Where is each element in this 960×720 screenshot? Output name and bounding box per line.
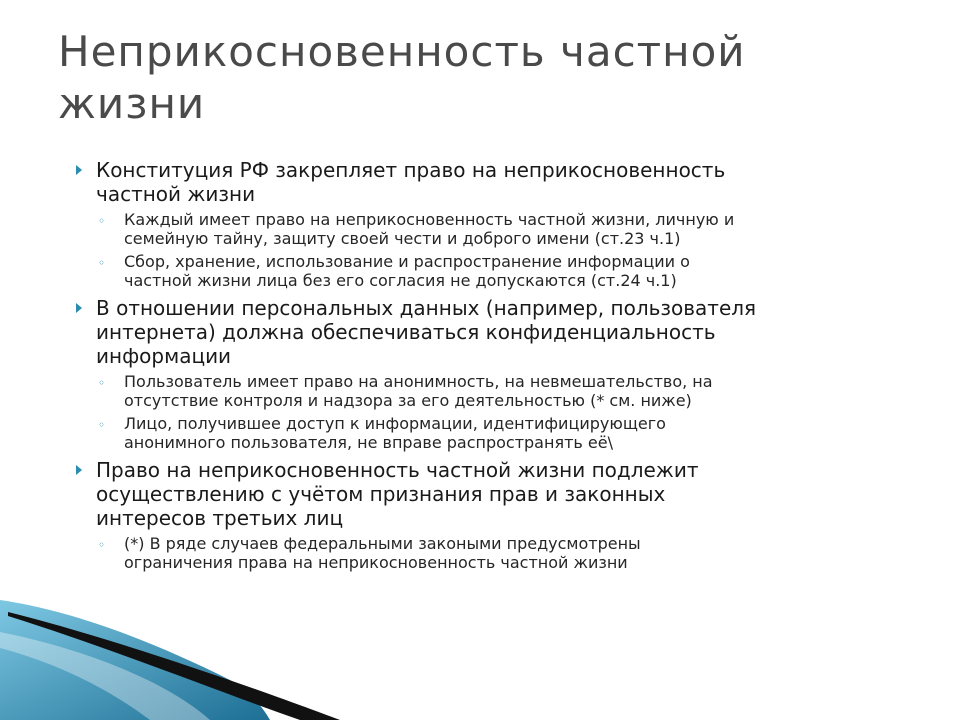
bullet-text-line: интернета) должна обеспечиваться конфиденциальность <box>96 320 716 344</box>
sub-bullet-text-line: Пользователь имеет право на анонимность, на невмешательство, на <box>124 372 713 391</box>
ring-bullet-icon: ◦ <box>98 376 106 390</box>
slide-title <box>58 26 918 130</box>
sub-bullet-text-line: анонимного пользователя, не вправе распространять её\ <box>124 433 613 452</box>
bullet-text-line: Право на неприкосновенность частной жизни подлежит <box>96 458 699 482</box>
slide-title-line: жизни <box>58 79 206 128</box>
sub-bullet-anonymity <box>76 372 876 410</box>
sub-bullet-text-line: частной жизни лица без его согласия не допускаются (ст.24 ч.1) <box>124 271 677 290</box>
bullet-text-line: информации <box>96 344 232 368</box>
sub-bullet-disclosure <box>76 414 876 452</box>
arrow-bullet-icon <box>76 465 82 475</box>
sub-bullet-text-line: (*) В ряде случаев федеральными закоными предусмотрены <box>124 534 641 553</box>
bullet-text-line: Конституция РФ закрепляет право на неприкосновенность <box>96 158 726 182</box>
bullet-text-line: интересов третьих лиц <box>96 506 344 530</box>
sub-bullet-list <box>76 372 876 452</box>
sub-bullet-list <box>76 210 876 290</box>
sub-bullet-text-line: семейную тайну, защиту своей чести и доброго имени (ст.23 ч.1) <box>124 229 681 248</box>
bullet-text-line: осуществлению с учётом признания прав и законных <box>96 482 666 506</box>
ring-bullet-icon: ◦ <box>98 538 106 552</box>
sub-bullet-article-24 <box>76 252 876 290</box>
bullet-text-line: частной жизни <box>96 182 256 206</box>
sub-bullet-text-line: Каждый имеет право на неприкосновенность частной жизни, личную и <box>124 210 735 229</box>
slide-title-line: Неприкосновенность частной <box>58 27 746 76</box>
bullet-list <box>76 158 876 578</box>
sub-bullet-text-line: отсутствие контроля и надзора за его деятельностью (* см. ниже) <box>124 391 692 410</box>
arrow-bullet-icon <box>76 303 82 313</box>
sub-bullet-text-line: ограничения права на неприкосновенность частной жизни <box>124 553 628 572</box>
bullet-constitution <box>76 158 876 206</box>
sub-bullet-restrictions <box>76 534 876 572</box>
ring-bullet-icon: ◦ <box>98 418 106 432</box>
bullet-third-parties <box>76 458 876 530</box>
sub-bullet-article-23 <box>76 210 876 248</box>
sub-bullet-text-line: Сбор, хранение, использование и распространение информации о <box>124 252 690 271</box>
ring-bullet-icon: ◦ <box>98 256 106 270</box>
arrow-bullet-icon <box>76 165 82 175</box>
ring-bullet-icon: ◦ <box>98 214 106 228</box>
sub-bullet-text-line: Лицо, получившее доступ к информации, идентифицирующего <box>124 414 666 433</box>
bullet-personal-data <box>76 296 876 368</box>
sub-bullet-list <box>76 534 876 572</box>
bullet-text-line: В отношении персональных данных (например, пользователя <box>96 296 757 320</box>
